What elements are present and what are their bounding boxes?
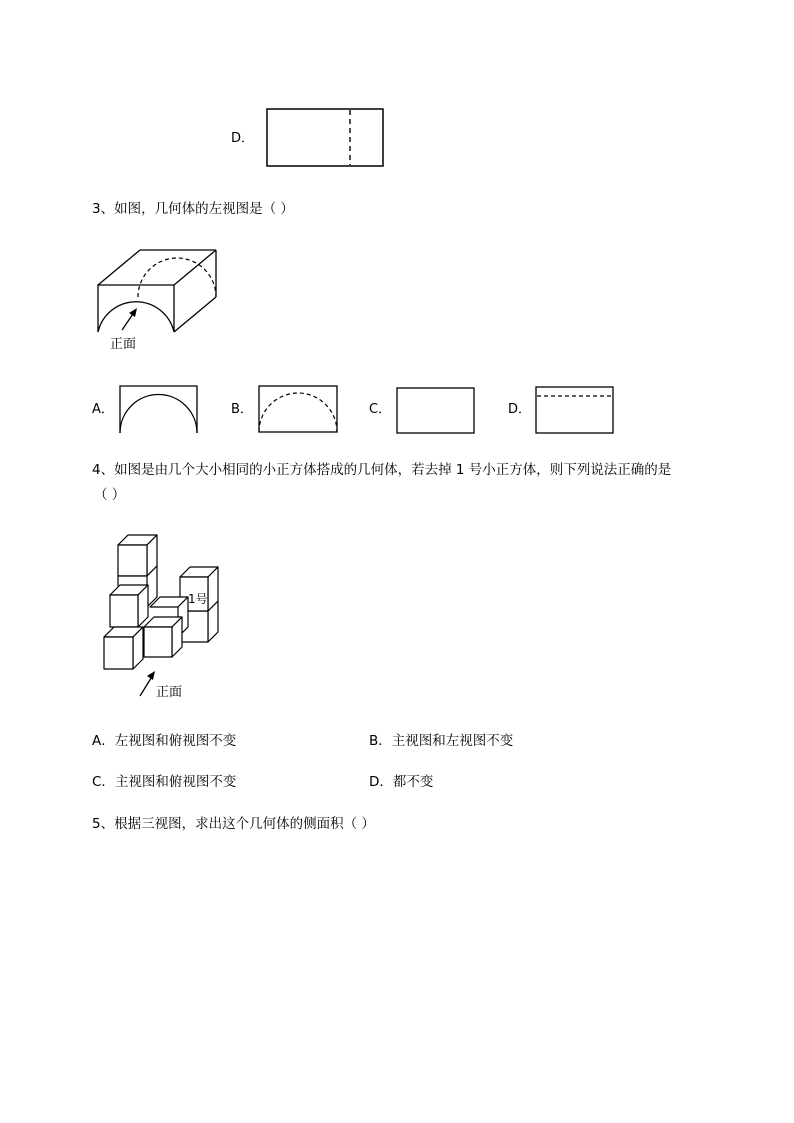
q4-cube-stack-figure	[100, 533, 230, 703]
q3-option-c-figure	[396, 387, 476, 435]
q4-option-d	[369, 773, 433, 791]
q4-option-a	[92, 732, 236, 750]
q3-option-a-figure	[119, 385, 199, 435]
q4-option-c-text: 主视图和俯视图不变	[114, 774, 237, 790]
q4-cube-1-label: 1号	[188, 592, 208, 606]
q4-front-label: 正面	[156, 685, 183, 700]
q4-option-d-label: D．	[369, 774, 393, 790]
q3-option-a-label: A．	[92, 402, 114, 417]
q4-option-d-text: 都不变	[392, 774, 434, 790]
q3-stem: 3、如图，几何体的左视图是（ ）	[92, 201, 294, 217]
q3-option-d-figure	[535, 386, 615, 435]
q4-option-c-label: C．	[92, 774, 115, 790]
q4-stem-line1: 4、如图是由几个大小相同的小正方体搭成的几何体，若去掉 1 号小正方体，则下列说法正确的是	[92, 462, 672, 478]
q3-option-d-label: D．	[508, 402, 532, 417]
q4-stem-line2: （ ）	[94, 487, 126, 503]
q5-stem: 5、根据三视图，求出这个几何体的侧面积（ ）	[92, 816, 375, 832]
q3-option-b-figure	[258, 385, 340, 435]
q4-option-a-text: 左视图和俯视图不变	[114, 733, 237, 749]
q3-option-b-label: B．	[231, 402, 253, 417]
q4-option-b-label: B．	[369, 733, 392, 749]
q4-option-b-text: 主视图和左视图不变	[391, 733, 514, 749]
q4-option-c	[92, 773, 236, 791]
q2-option-d-figure	[266, 108, 384, 168]
q4-option-a-label: A．	[92, 733, 115, 749]
q3-geometry-figure	[90, 245, 230, 360]
q3-option-c-label: C．	[369, 402, 392, 417]
q2-option-d-label: D．	[231, 131, 255, 146]
q4-option-b	[369, 732, 513, 750]
q3-front-label: 正面	[110, 337, 137, 352]
